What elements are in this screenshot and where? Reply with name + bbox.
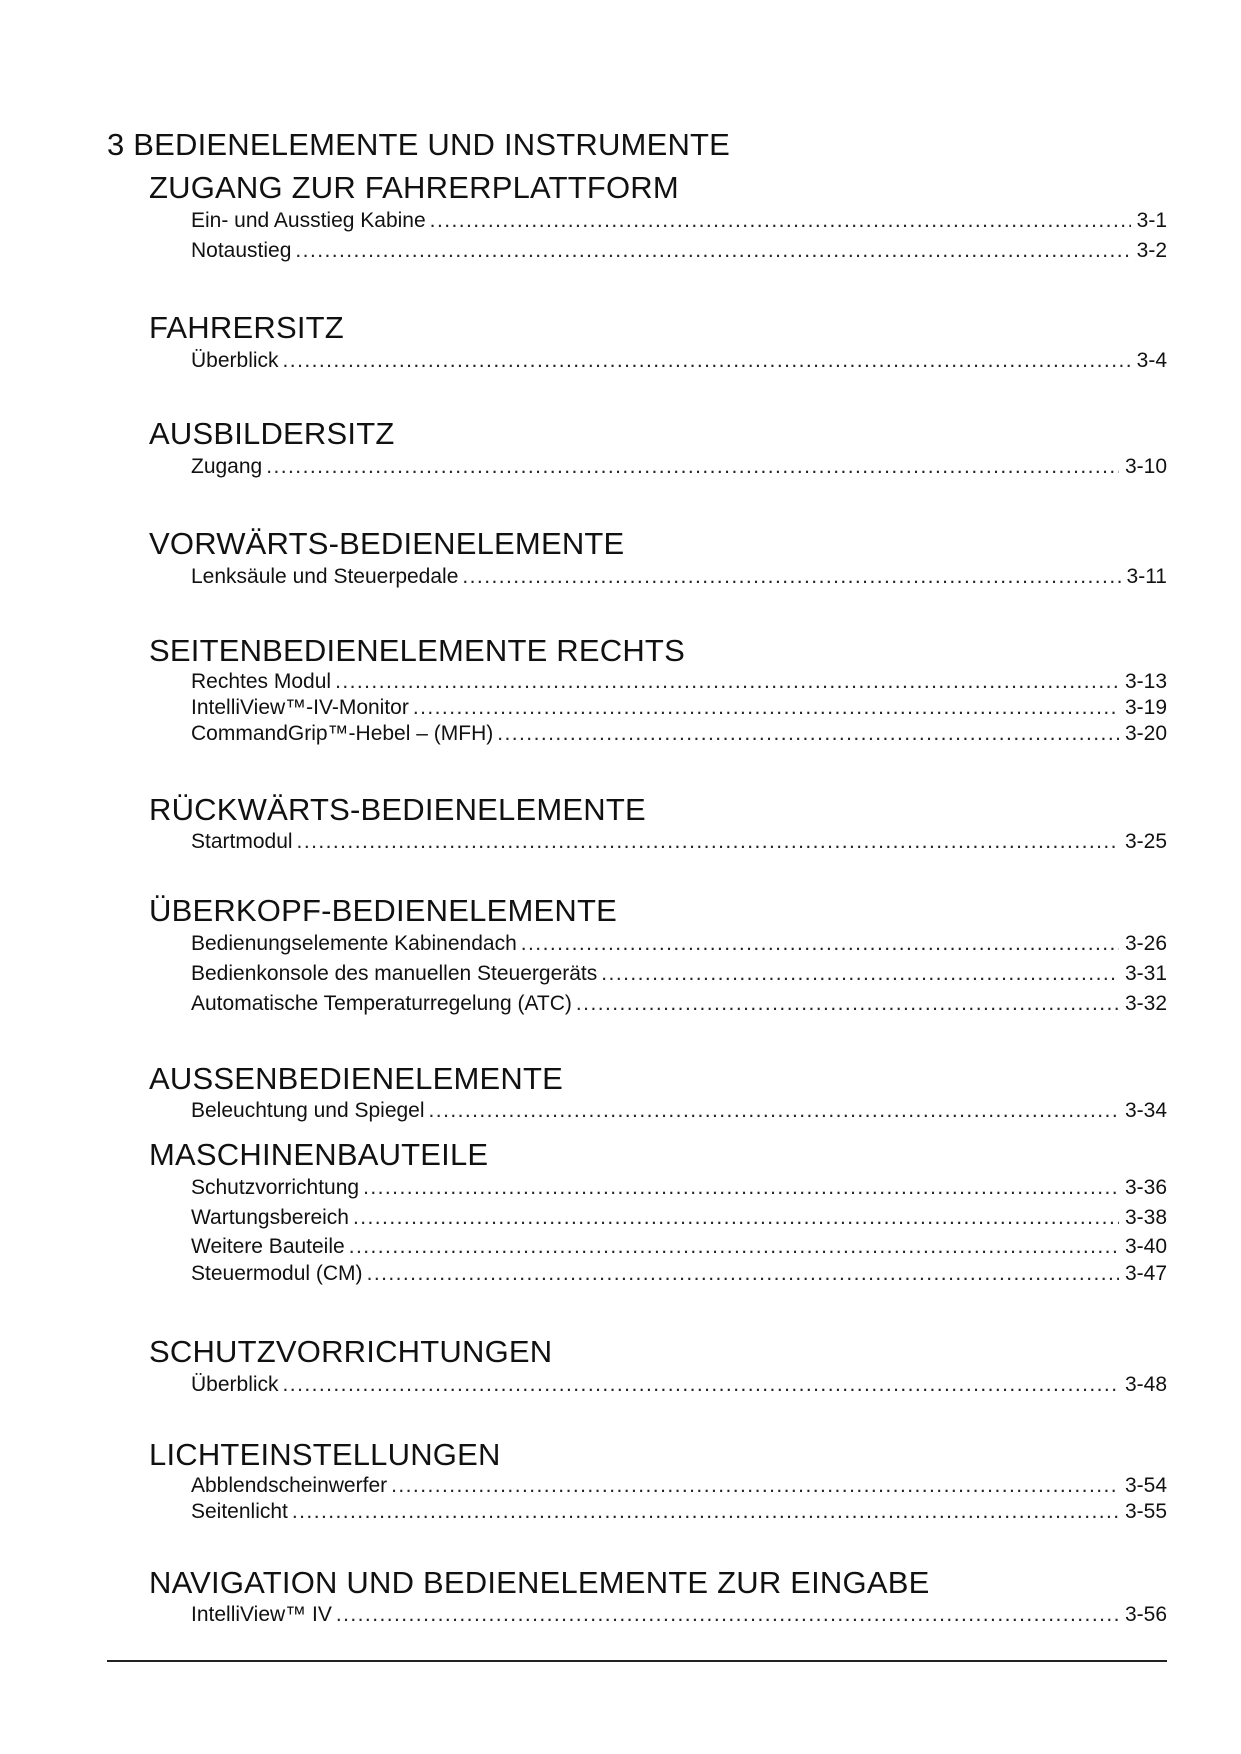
- toc-entry[interactable]: [191, 1173, 1167, 1203]
- entry-label: Lenksäule und Steuerpedale: [191, 565, 459, 588]
- section-heading: AUSBILDERSITZ: [149, 416, 395, 451]
- chapter-title: 3 BEDIENELEMENTE UND INSTRUMENTE: [107, 127, 731, 162]
- section-heading: FAHRERSITZ: [149, 310, 344, 345]
- entry-page: 3-56: [1124, 1603, 1167, 1626]
- dot-leader: [283, 346, 1131, 376]
- entry-label: Überblick: [191, 349, 279, 372]
- dot-leader: [601, 959, 1119, 989]
- dot-leader: [335, 669, 1119, 695]
- toc-entry[interactable]: [191, 1097, 1167, 1125]
- section-heading: AUSSENBEDIENELEMENTE: [149, 1061, 563, 1096]
- toc-section-vorwaerts: [149, 526, 1167, 592]
- toc-section-navigation: [149, 1565, 1167, 1629]
- section-heading: SEITENBEDIENELEMENTE RECHTS: [149, 633, 685, 668]
- dot-leader: [295, 236, 1130, 266]
- toc-section-aussen: [149, 1061, 1167, 1125]
- entry-label: Automatische Temperaturregelung (ATC): [191, 992, 572, 1015]
- toc-entry[interactable]: [191, 1261, 1167, 1287]
- section-heading: VORWÄRTS-BEDIENELEMENTE: [149, 526, 625, 561]
- footer-rule: [107, 1660, 1167, 1662]
- entry-page: 3-47: [1124, 1262, 1167, 1285]
- dot-leader: [521, 929, 1119, 959]
- entry-page: 3-48: [1124, 1373, 1167, 1396]
- toc-entry[interactable]: [191, 1233, 1167, 1261]
- entry-page: 3-11: [1126, 565, 1167, 588]
- toc-entry[interactable]: [191, 721, 1167, 747]
- entry-page: 3-2: [1136, 239, 1167, 262]
- section-heading: RÜCKWÄRTS-BEDIENELEMENTE: [149, 792, 646, 827]
- entry-page: 3-26: [1124, 932, 1167, 955]
- entry-label: Zugang: [191, 455, 263, 478]
- entry-label: Seitenlicht: [191, 1500, 288, 1523]
- dot-leader: [292, 1499, 1119, 1525]
- entry-label: Wartungsbereich: [191, 1206, 349, 1229]
- dot-leader: [353, 1203, 1119, 1233]
- toc-entry[interactable]: [191, 1601, 1167, 1629]
- entry-label: Ein- und Ausstieg Kabine: [191, 209, 426, 232]
- dot-leader: [266, 452, 1119, 482]
- entry-page: 3-1: [1136, 209, 1167, 232]
- dot-leader: [283, 1370, 1119, 1400]
- toc-section-schutzvorrichtungen: [149, 1334, 1167, 1400]
- dot-leader: [391, 1473, 1119, 1499]
- toc-entry[interactable]: [191, 669, 1167, 695]
- entry-page: 3-13: [1124, 670, 1167, 693]
- entry-page: 3-34: [1124, 1099, 1167, 1122]
- section-heading: ZUGANG ZUR FAHRERPLATTFORM: [149, 170, 679, 205]
- dot-leader: [497, 721, 1119, 747]
- toc-section-fahrersitz: [149, 310, 1167, 376]
- entry-page: 3-4: [1136, 349, 1167, 372]
- entry-label: Steuermodul (CM): [191, 1262, 363, 1285]
- toc-section-lichteinstellungen: [149, 1437, 1167, 1525]
- entry-label: Abblendscheinwerfer: [191, 1474, 388, 1497]
- toc-entry[interactable]: [191, 959, 1167, 989]
- entry-page: 3-38: [1124, 1206, 1167, 1229]
- toc-entry[interactable]: [191, 236, 1167, 266]
- dot-leader: [413, 695, 1119, 721]
- toc-entry[interactable]: [191, 1370, 1167, 1400]
- entry-page: 3-31: [1124, 962, 1167, 985]
- toc-section-seiten-rechts: [149, 633, 1167, 747]
- toc-entry[interactable]: [191, 828, 1167, 856]
- dot-leader: [297, 828, 1119, 856]
- entry-page: 3-10: [1124, 455, 1167, 478]
- dot-leader: [336, 1601, 1119, 1629]
- entry-label: IntelliView™ IV: [191, 1603, 332, 1626]
- section-heading: LICHTEINSTELLUNGEN: [149, 1437, 501, 1472]
- entry-page: 3-36: [1124, 1176, 1167, 1199]
- toc-entry[interactable]: [191, 1499, 1167, 1525]
- dot-leader: [363, 1173, 1119, 1203]
- toc-entry[interactable]: [191, 1473, 1167, 1499]
- toc-entry[interactable]: [191, 206, 1167, 236]
- entry-page: 3-20: [1124, 722, 1167, 745]
- toc-entry[interactable]: [191, 989, 1167, 1019]
- section-heading: NAVIGATION UND BEDIENELEMENTE ZUR EINGABE: [149, 1565, 930, 1600]
- entry-label: CommandGrip™-Hebel – (MFH): [191, 722, 494, 745]
- entry-page: 3-25: [1124, 830, 1167, 853]
- entry-label: Überblick: [191, 1373, 279, 1396]
- entry-page: 3-32: [1124, 992, 1167, 1015]
- dot-leader: [349, 1233, 1119, 1261]
- entry-label: Rechtes Modul: [191, 670, 332, 693]
- entry-label: Startmodul: [191, 830, 293, 853]
- section-heading: ÜBERKOPF-BEDIENELEMENTE: [149, 893, 617, 928]
- entry-label: Bedienungselemente Kabinendach: [191, 932, 517, 955]
- toc-section-zugang: [149, 170, 1167, 266]
- entry-label: Schutzvorrichtung: [191, 1176, 360, 1199]
- toc-section-ueberkopf: [149, 893, 1167, 1019]
- toc-entry[interactable]: [191, 1203, 1167, 1233]
- toc-entry[interactable]: [191, 346, 1167, 376]
- dot-leader: [576, 989, 1119, 1019]
- dot-leader: [429, 1097, 1119, 1125]
- entry-label: Notaustieg: [191, 239, 292, 262]
- toc-entry[interactable]: [191, 695, 1167, 721]
- entry-page: 3-55: [1124, 1500, 1167, 1523]
- entry-label: IntelliView™-IV-Monitor: [191, 696, 409, 719]
- entry-page: 3-19: [1124, 696, 1167, 719]
- entry-label: Weitere Bauteile: [191, 1235, 345, 1258]
- toc-section-maschinenbauteile: [149, 1137, 1167, 1287]
- entry-label: Beleuchtung und Spiegel: [191, 1099, 425, 1122]
- dot-leader: [367, 1261, 1119, 1287]
- dot-leader: [430, 206, 1131, 236]
- toc-entry[interactable]: [191, 929, 1167, 959]
- toc-entry[interactable]: [191, 452, 1167, 482]
- section-heading: MASCHINENBAUTEILE: [149, 1137, 489, 1172]
- toc-section-ausbildersitz: [149, 416, 1167, 482]
- toc-entry[interactable]: [191, 562, 1167, 592]
- section-heading: SCHUTZVORRICHTUNGEN: [149, 1334, 553, 1369]
- dot-leader: [462, 562, 1120, 592]
- entry-label: Bedienkonsole des manuellen Steuergeräts: [191, 962, 598, 985]
- toc-section-rueckwaerts: [149, 792, 1167, 856]
- entry-page: 3-40: [1124, 1235, 1167, 1258]
- entry-page: 3-54: [1124, 1474, 1167, 1497]
